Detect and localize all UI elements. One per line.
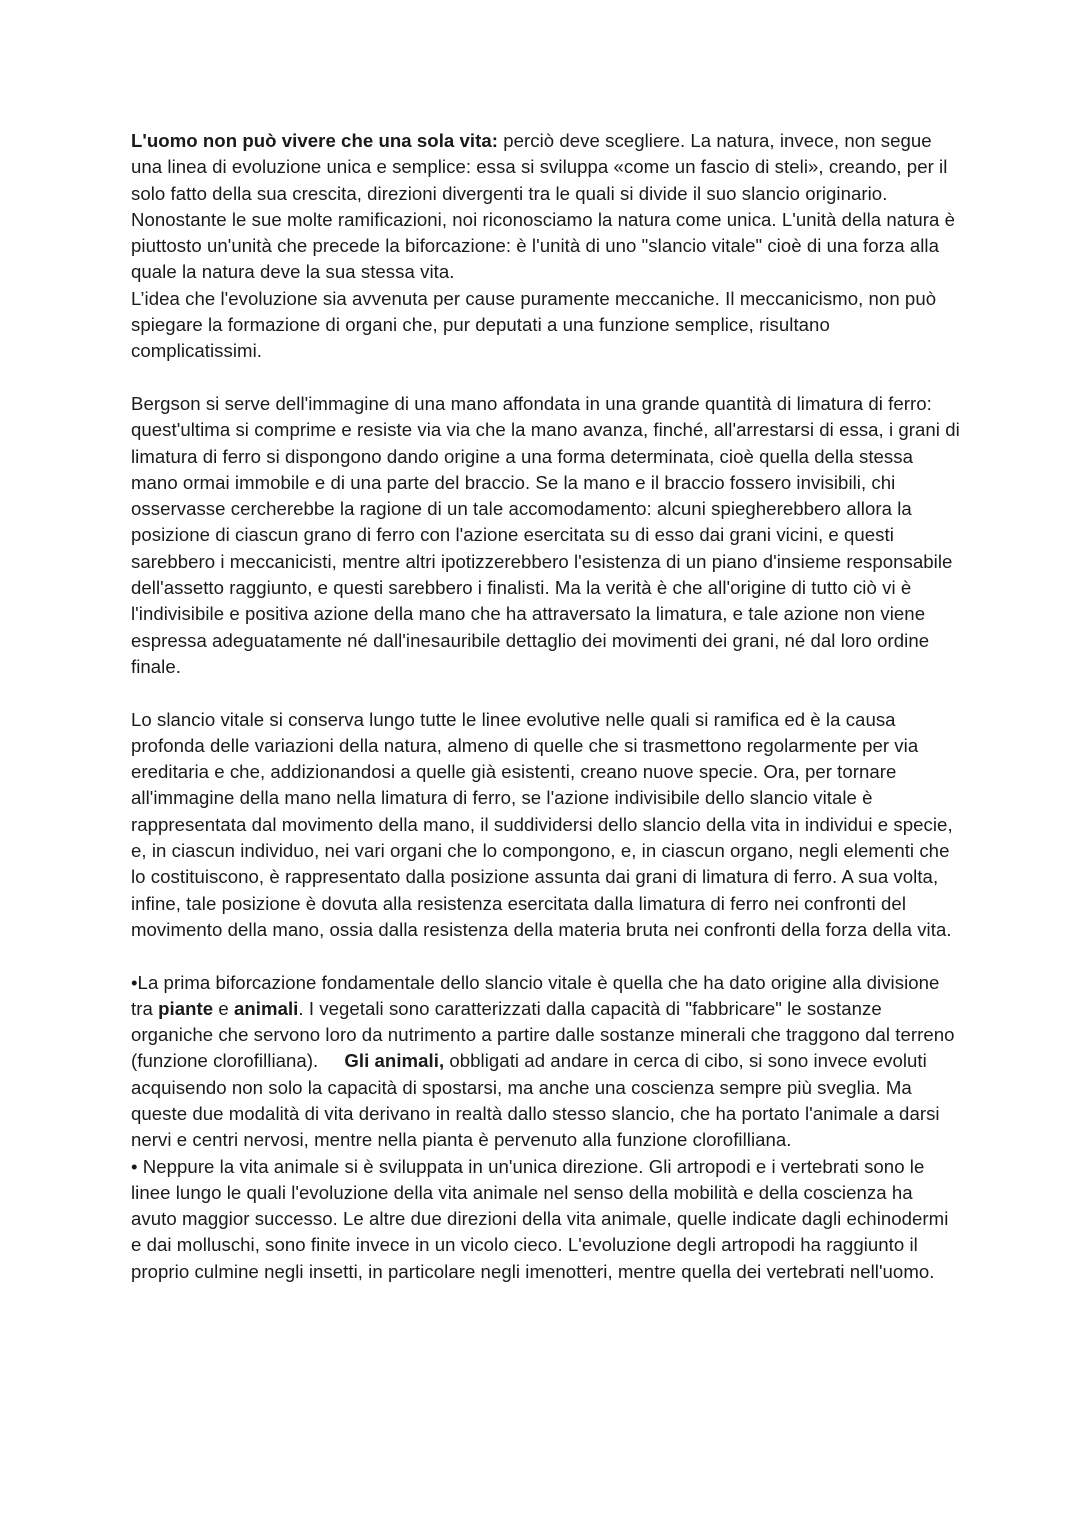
paragraph-life-choice-text: perciò deve scegliere. La natura, invece, non segue una linea di evoluzione unica e semplice: essa si sviluppa «come un fascio di steli», creando, per il solo fatto della sua crescita, direzioni divergenti tra le quali si divide il suo slancio originario. xyxy=(131,130,948,204)
plants-bold: piante xyxy=(158,997,214,1019)
paragraph-unity-of-nature: Nonostante le sue molte ramificazioni, noi riconosciamo la natura come unica. L'unità della natura è piuttosto un'unità che precede la biforcazione: è l'unità di uno "slancio vitale" cioè di una forza alla quale la natura deve la sua stessa vita. xyxy=(131,208,956,283)
paragraph-life-choice-bold: L'uomo non può vivere che una sola vita: xyxy=(131,130,498,151)
paragraph-spacer xyxy=(131,680,961,706)
paragraph-vital-impetus: Lo slancio vitale si conserva lungo tutte le linee evolutive nelle quali si ramifica ed è la causa profonda delle variazioni della natura, almeno di quelle che si trasmettono regolarmente per via ereditaria e che, addizionandosi a quelle già esistenti, creano nuove specie. Ora, per tornare all'immagine della mano nella limatura di ferro, se l'azione indivisibile dello slancio vitale è rappresentata dal movimento della mano, il suddividersi dello slancio della vita in individui e specie, e, in ciascun individuo, nei vari organi che lo compongono, e, in ciascun organo, negli elementi che lo costituiscono, è rappresentato dalla posizione assunta dai grani di limatura di ferro. A sua volta, infine, tale posizione è dovuta alla resistenza esercitata dalla limatura di ferro nei confronti del movimento della mano, ossia dalla resistenza della materia bruta nei confronti della forza della vita. xyxy=(131,708,953,940)
paragraph-spacer xyxy=(131,943,961,969)
plants-animals-text-1: •La prima biforcazione fondamentale dello slancio vitale è quella che ha dato origine alla divisione tra xyxy=(131,971,940,1019)
animals-bold: animali xyxy=(233,997,299,1019)
gli-animali-bold: Gli animali, xyxy=(344,1050,445,1072)
paragraph-life-choice xyxy=(131,128,961,207)
paragraph-spacer xyxy=(131,365,961,391)
plants-animals-text-2: e xyxy=(213,997,234,1019)
plants-animals-text-3: . I vegetali sono caratterizzati dalla capacità di "fabbricare" le sostanze organiche che servono loro da nutrimento a partire dalle sostanze minerali che traggono dal terreno (funzione clorofilliana). xyxy=(131,997,955,1072)
paragraph-animal-evolution: • Neppure la vita animale si è sviluppata in un'unica direzione. Gli artropodi e i vertebrati sono le linee lungo le quali l'evoluzione della vita animale nel senso della mobilità e della coscienza ha avuto maggior successo. Le altre due direzioni della vita animale, quelle indicate dagli echinodermi e dai molluschi, sono finite invece in un vicolo cieco. L'evoluzione degli artropodi ha raggiunto il proprio culmine negli insetti, in particolare negli imenotteri, mentre quella dei vertebrati nell'uomo. xyxy=(131,1155,949,1282)
plants-animals-text-4: obbligati ad andare in cerca di cibo, si sono invece evoluti acquisendo non solo la capacità di spostarsi, ma anche una coscienza sempre più sveglia. Ma queste due modalità di vita derivano in realtà dallo stesso slancio, che ha portato l'animale a darsi nervi e centri nervosi, mentre nella pianta è pervenuto alla funzione clorofilliana. xyxy=(131,1050,940,1151)
paragraph-bergson-hand-image: Bergson si serve dell'immagine di una mano affondata in una grande quantità di limatura di ferro: quest'ultima si comprime e resiste via via che la mano avanza, finché, all'arrestarsi di essa, i grani di limatura di ferro si dispongono dando origine a una forma determinata, cioè quella della stessa mano ormai immobile e di una parte del braccio. Se la mano e il braccio fossero invisibili, chi osservasse cercherebbe la ragione di un tale accomodamento: alcuni spiegherebbero allora la posizione di ciascun grano di ferro con l'azione esercitata su di esso dai grani vicini, e questi sarebbero i meccanicisti, mentre altri ipotizzerebbero l'esistenza di un piano d'insieme responsabile dell'assetto raggiunto, e questi sarebbero i finalisti. Ma la verità è che all'origine di tutto ciò vi è l'indivisibile e positiva azione della mano che ha attraversato la limatura, e tale azione non viene espressa adeguatamente né dall'inesauribile dettaglio dei movimenti dei grani, né dal loro ordine finale. xyxy=(131,392,960,677)
paragraph-plants-animals xyxy=(131,970,961,1154)
document-page xyxy=(131,128,961,1285)
paragraph-mechanism: L’idea che l'evoluzione sia avvenuta per cause puramente meccaniche. Il meccanicismo, non può spiegare la formazione di organi che, pur deputati a una funzione semplice, risultano complicatissimi. xyxy=(131,287,937,362)
